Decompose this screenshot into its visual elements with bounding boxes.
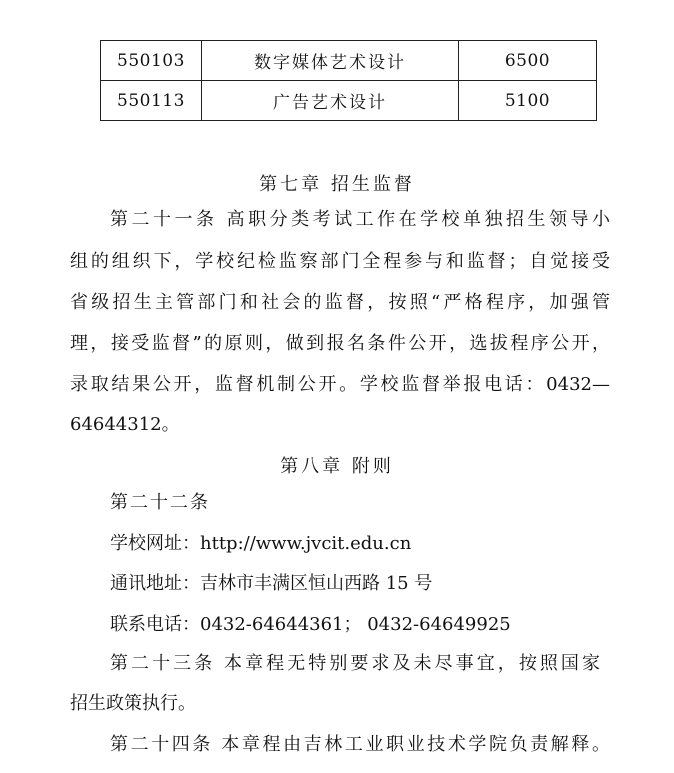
article-22-heading: 第二十二条 <box>110 492 210 513</box>
table-row <box>101 81 597 121</box>
contact-phone: 联系电话：0432-64644361； 0432-64649925 <box>110 614 511 635</box>
chapter-8-heading: 第八章 附则 <box>280 456 394 477</box>
article-24-line: 第二十四条 本章程由吉林工业职业技术学院负责解释。 <box>110 734 610 755</box>
article-23-line: 招生政策执行。 <box>70 693 196 714</box>
major-code-cell: 550113 <box>101 81 202 121</box>
article-21-line: 第二十一条 高职分类考试工作在学校单独招生领导小 <box>110 209 610 230</box>
major-code-cell: 550103 <box>101 41 202 81</box>
article-21-line: 录取结果公开，监督机制公开。学校监督举报电话：0432— <box>70 374 610 395</box>
article-21-line: 组的组织下，学校纪检监察部门全程参与和监督；自觉接受 <box>70 251 610 272</box>
school-website: 学校网址：http://www.jvcit.edu.cn <box>110 533 412 554</box>
table-row <box>101 41 597 81</box>
chapter-7-heading: 第七章 招生监督 <box>259 174 415 195</box>
article-21-line: 理，接受监督”的原则，做到报名条件公开，选拔程序公开， <box>70 333 610 354</box>
article-23-line: 第二十三条 本章程无特别要求及未尽事宜，按照国家 <box>110 653 600 674</box>
major-name-cell: 数字媒体艺术设计 <box>202 41 459 81</box>
mailing-address: 通讯地址：吉林市丰满区恒山西路 15 号 <box>110 573 433 594</box>
major-fee-table <box>100 40 597 121</box>
tuition-fee-cell: 6500 <box>459 41 597 81</box>
tuition-fee-cell: 5100 <box>459 81 597 121</box>
major-name-cell: 广告艺术设计 <box>202 81 459 121</box>
article-21-line: 省级招生主管部门和社会的监督，按照“严格程序，加强管 <box>70 292 610 313</box>
article-21-line: 64644312。 <box>70 414 180 435</box>
